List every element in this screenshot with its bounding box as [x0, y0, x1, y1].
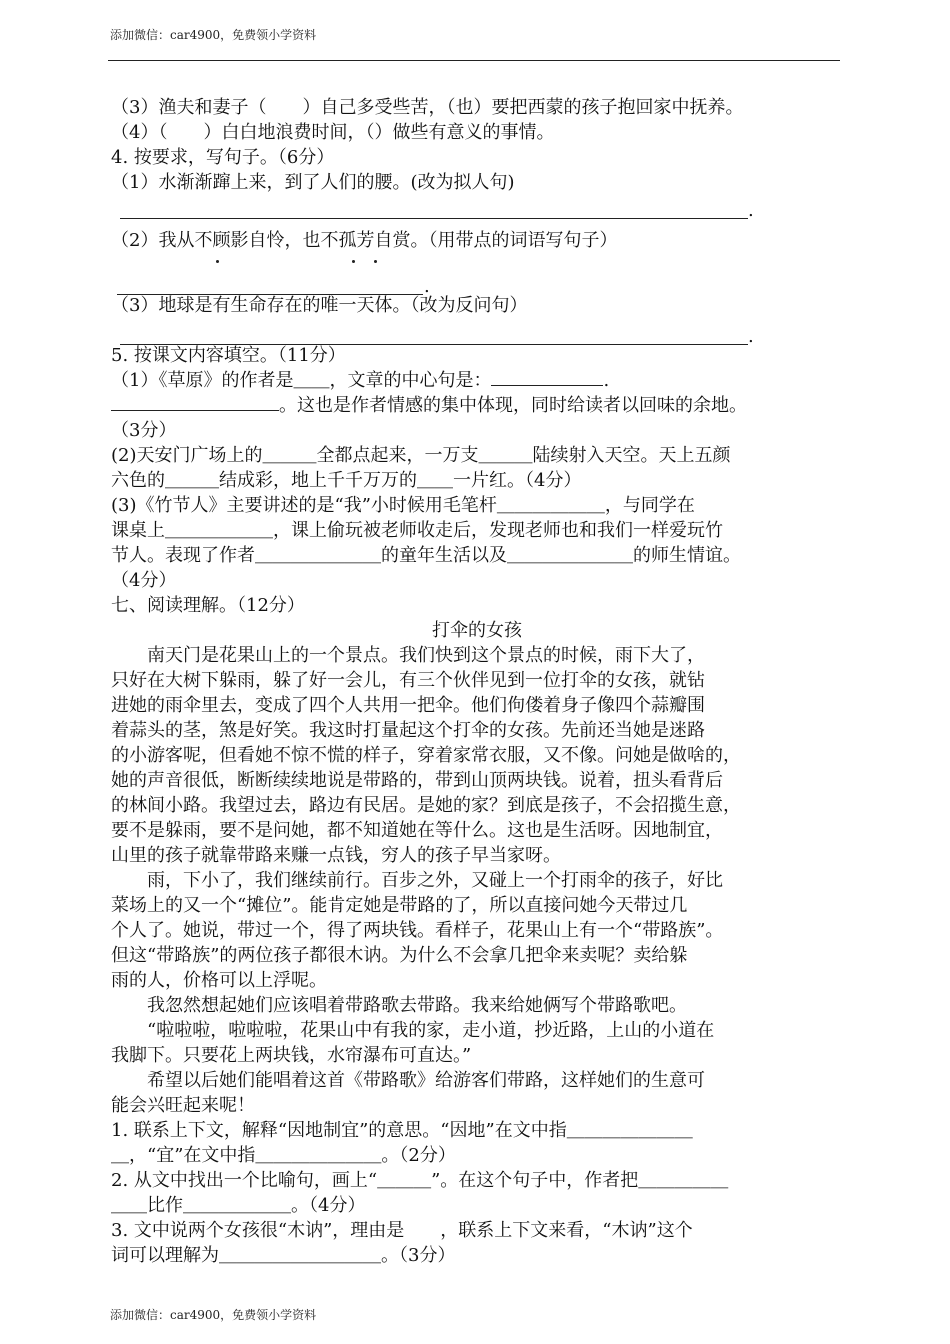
passage-line: 希望以后她们能唱着这首《带路歌》给游客们带路，这样她们的生意可 — [147, 1070, 705, 1091]
q5-central-sentence-blank[interactable] — [491, 385, 603, 386]
passage-line: 的小游客呢，但看她不惊不慌的样子，穿着家常衣服，又不像。问她是做啥的， — [111, 745, 741, 766]
passage-line: 要不是躲雨，要不是问她，都不知道她在等什么。这也是生活呀。因地制宜， — [111, 820, 723, 841]
emphasis-dot — [374, 260, 377, 263]
q5-part3-score: （4分） — [111, 570, 177, 591]
q5-part3-line-c: 节人。表现了作者＿＿＿＿＿＿＿的童年生活以及＿＿＿＿＿＿＿的师生情谊。 — [111, 545, 741, 566]
q5-part1-line-b — [111, 393, 843, 418]
answer-line-2[interactable] — [117, 294, 423, 295]
q5-part2-line-b: 六色的＿＿＿结成彩，地上千千万万的＿＿一片红。（4分） — [111, 470, 582, 491]
worksheet-content — [111, 95, 843, 1268]
reading-q2-line-b: ＿＿比作＿＿＿＿＿＿。（4分） — [111, 1195, 366, 1216]
q4-sentence-2: （2）我从不顾影自怜，也不孤芳自赏。（用带点的词语写句子） — [111, 230, 618, 251]
passage-line: 我脚下。只要花上两块钱，水帘瀑布可直达。” — [111, 1045, 472, 1066]
q5-part3-line-a: (3)《竹节人》主要讲述的是“我”小时候用毛笔杆＿＿＿＿＿＿，与同学在 — [111, 495, 695, 516]
q4-answer-space-1 — [111, 195, 843, 228]
q4-sentence-1: （1）水渐渐蹿上来，到了人们的腰。(改为拟人句) — [111, 172, 515, 193]
passage-line: 能会兴旺起来呢！ — [111, 1095, 255, 1116]
reading-q3-line-b: 词可以理解为＿＿＿＿＿＿＿＿＿。（3分） — [111, 1245, 456, 1266]
passage-line: 她的声音很低，断断续续地说是带路的，带到山顶两块钱。说着，扭头看背后 — [111, 770, 723, 791]
passage-line: 个人了。她说，带过一个，得了两块钱。看样子，花果山上有一个“带路族”。 — [111, 920, 724, 941]
passage-para-3: 我忽然想起她们应该唱着带路歌去带路。我来给她俩写个带路歌吧。 — [147, 995, 687, 1016]
q4-answer-space-2 — [111, 253, 843, 293]
passage-para-2 — [111, 868, 843, 993]
answer-line-3[interactable] — [120, 344, 748, 345]
q5-part2-line-a: (2)天安门广场上的＿＿＿全都点起来，一万支＿＿＿陆续射入天空。天上五颜 — [111, 445, 731, 466]
passage-title: 打伞的女孩 — [432, 620, 522, 641]
passage-line: 南天门是花果山上的一个景点。我们快到这个景点的时候，雨下大了， — [147, 645, 705, 666]
q5-part1-text-a: （1）《草原》的作者是＿＿，文章的中心句是： — [111, 370, 492, 391]
passage-para-4 — [111, 1018, 843, 1068]
passage-line: 进她的雨伞里去，变成了四个人共用一把伞。他们佝偻着身子像四个蒜瓣围 — [111, 695, 705, 716]
passage-para-5 — [111, 1068, 843, 1118]
q4-sentence-3: （3）地球是有生命存在的唯一天体。（改为反问句） — [111, 295, 528, 316]
q5-part1-text-b: 。这也是作者情感的集中体现，同时给读者以回味的余地。 — [279, 395, 747, 416]
passage-line: 雨的人，价格可以上浮呢。 — [111, 970, 327, 991]
q3-line-3: （3）渔夫和妻子（ ）自己多受些苦，（也）要把西蒙的孩子抱回家中抚养。 — [111, 97, 744, 118]
passage-line: 菜场上的又一个“摊位”。能肯定她是带路的了，所以直接问她今天带过几 — [111, 895, 688, 916]
q3-line-4: （4）（ ）白白地浪费时间，（）做些有意义的事情。 — [111, 122, 555, 143]
passage-line: “啦啦啦，啦啦啦，花果山中有我的家，走小道，抄近路，上山的小道在 — [147, 1020, 715, 1041]
passage-line: 雨，下小了，我们继续前行。百步之外，又碰上一个打雨伞的孩子，好比 — [147, 870, 723, 891]
passage-line: 着蒜头的茎，煞是好笑。我这时打量起这个打伞的女孩。先前还当她是迷路 — [111, 720, 705, 741]
passage-line: 山里的孩子就靠带路来赚一点钱，穷人的孩子早当家呀。 — [111, 845, 561, 866]
answer-line-1[interactable] — [120, 218, 748, 219]
q5-part1-period: . — [603, 370, 610, 391]
passage-line: 的林间小路。我望过去，路边有民居。是她的家？到底是孩子，不会招揽生意， — [111, 795, 741, 816]
passage-line: 只好在大树下躲雨，躲了好一会儿，有三个伙伴见到一位打伞的女孩，就钻 — [111, 670, 705, 691]
q5-part1-line-a — [111, 368, 843, 393]
page-footer-note: 添加微信：car4900，免费领小学资料 — [110, 1308, 317, 1322]
q5-part1-score: （3分） — [111, 420, 177, 441]
emphasis-dot — [352, 260, 355, 263]
page-header-note: 添加微信：car4900，免费领小学资料 — [110, 28, 317, 42]
q5-central-sentence-blank-cont[interactable] — [111, 410, 279, 411]
answer-line-2-period: . — [424, 276, 430, 297]
reading-q1-line-b: ＿，“宜”在文中指＿＿＿＿＿＿＿。（2分） — [111, 1145, 456, 1166]
passage-line: 但这“带路族”的两位孩子都很木讷。为什么不会拿几把伞来卖呢？卖给躲 — [111, 945, 688, 966]
reading-q1-line-a: 1. 联系上下文，解释“因地制宜”的意思。“因地”在文中指＿＿＿＿＿＿＿ — [111, 1120, 693, 1141]
reading-q3-line-a: 3. 文中说两个女孩很“木讷”，理由是 ，联系上下文来看，“木讷”这个 — [111, 1220, 693, 1241]
q4-title: 4. 按要求，写句子。（6分） — [111, 147, 335, 168]
q5-title: 5. 按课文内容填空。（11分） — [111, 345, 346, 366]
q4-answer-space-3 — [111, 318, 843, 343]
emphasis-dot — [216, 260, 219, 263]
section7-title: 七、阅读理解。（12分） — [111, 595, 305, 616]
passage-para-1 — [111, 643, 843, 868]
header-rule — [108, 60, 840, 61]
answer-line-1-period: . — [748, 200, 754, 221]
q5-part3-line-b: 课桌上＿＿＿＿＿＿，课上偷玩被老师收走后，发现老师也和我们一样爱玩竹 — [111, 520, 723, 541]
answer-line-3-period: . — [748, 326, 754, 347]
reading-q2-line-a: 2. 从文中找出一个比喻句，画上“＿＿＿”。在这个句子中，作者把＿＿＿＿＿ — [111, 1170, 729, 1191]
